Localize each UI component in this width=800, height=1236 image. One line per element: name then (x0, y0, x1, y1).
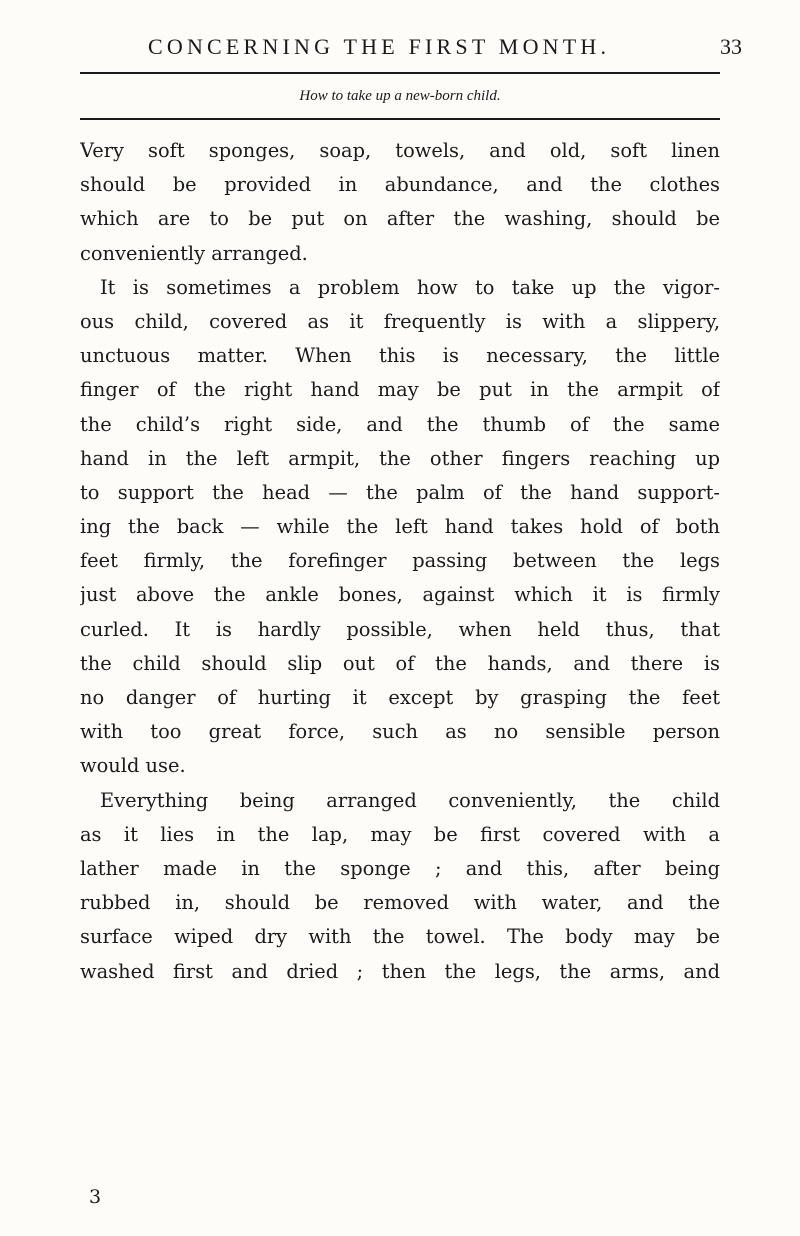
text-line: as it lies in the lap, may be first covered with a (80, 822, 720, 846)
text-line: ing the back — while the left hand takes hold of both (80, 515, 720, 539)
text-line: would use. (80, 754, 186, 778)
body-text (80, 134, 720, 989)
text-line: curled. It is hardly possible, when held thus, that (80, 617, 720, 641)
text-line: with too great force, such as no sensible person (80, 720, 720, 744)
text-line: which are to be put on after the washing, should be (80, 207, 720, 231)
text-line: the child should slip out of the hands, and there is (80, 651, 720, 675)
signature-mark: 3 (89, 1186, 102, 1208)
text-line: to support the head — the palm of the hand support- (80, 480, 720, 504)
section-title: How to take up a new-born child. (299, 88, 501, 104)
header-rule-top (80, 72, 720, 74)
running-header (148, 34, 742, 60)
text-line: Everything being arranged conveniently, the child (100, 788, 720, 812)
text-line: conveniently arranged. (80, 241, 308, 265)
header-rule-bottom (80, 118, 720, 120)
text-line: lather made in the sponge ; and this, after being (80, 856, 720, 880)
running-title: CONCERNING THE FIRST MONTH. (148, 34, 611, 59)
text-line: ous child, covered as it frequently is with a slippery, (80, 309, 720, 333)
text-line: rubbed in, should be removed with water, and the (80, 891, 720, 915)
text-line: unctuous matter. When this is necessary, the little (80, 344, 720, 368)
page-number: 33 (720, 34, 742, 59)
text-line: surface wiped dry with the towel. The body may be (80, 925, 720, 949)
text-line: Very soft sponges, soap, towels, and old, soft linen (80, 139, 720, 162)
text-line: washed first and dried ; then the legs, the arms, and (80, 959, 720, 983)
text-line: finger of the right hand may be put in the armpit of (80, 378, 720, 402)
text-line: It is sometimes a problem how to take up the vigor- (100, 275, 720, 299)
text-line: feet firmly, the forefinger passing between the legs (80, 549, 720, 573)
text-line: hand in the left armpit, the other fingers reaching up (80, 446, 720, 470)
text-line: should be provided in abundance, and the clothes (80, 173, 720, 197)
text-line: just above the ankle bones, against which it is firmly (80, 583, 720, 607)
text-line: no danger of hurting it except by grasping the feet (80, 686, 720, 709)
text-line: the child’s right side, and the thumb of the same (80, 412, 720, 436)
